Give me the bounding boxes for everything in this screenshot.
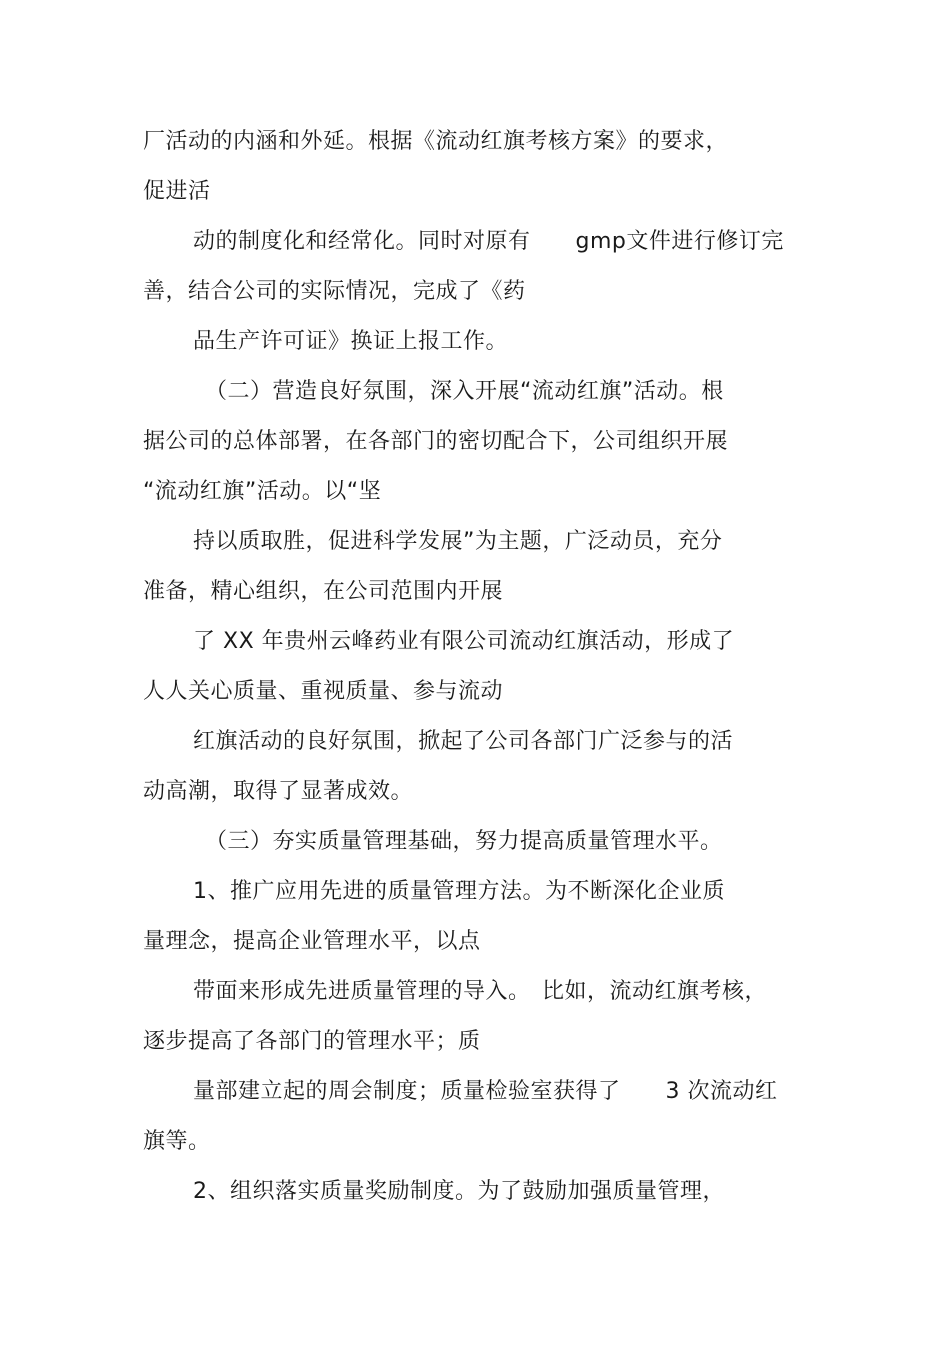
text-line: 持以质取胜，促进科学发展”为主题，广泛动员，充分 bbox=[193, 529, 723, 554]
text-line: 2、组织落实质量奖励制度。为了鼓励加强质量管理， bbox=[193, 1179, 725, 1204]
text-line: 旗等。 bbox=[143, 1129, 211, 1154]
text-line: 善，结合公司的实际情况，完成了《药 bbox=[143, 279, 526, 304]
text-line: 据公司的总体部署，在各部门的密切配合下，公司组织开展 bbox=[143, 429, 729, 454]
text-line: 促进活 bbox=[143, 179, 211, 204]
text-line: 准备，精心组织，在公司范围内开展 bbox=[143, 579, 504, 604]
section-heading: （二）营造良好氛围，深入开展“流动红旗”活动。根 bbox=[205, 379, 724, 404]
text-line: 量理念，提高企业管理水平，以点 bbox=[143, 929, 481, 954]
text-line: 品生产许可证》换证上报工作。 bbox=[193, 329, 509, 354]
text-line: 带面来形成先进质量管理的导入。 比如，流动红旗考核， bbox=[193, 979, 768, 1004]
section-heading: （三）夯实质量管理基础，努力提高质量管理水平。 bbox=[205, 829, 723, 854]
text-line: 厂活动的内涵和外延。根据《流动红旗考核方案》的要求， bbox=[143, 129, 729, 154]
text-line: 动高潮，取得了显著成效。 bbox=[143, 779, 414, 804]
text-line: 动的制度化和经常化。同时对原有 gmp文件进行修订完 bbox=[193, 229, 784, 254]
text-line: 了 XX 年贵州云峰药业有限公司流动红旗活动，形成了 bbox=[193, 629, 735, 654]
text-line: 逐步提高了各部门的管理水平；质 bbox=[143, 1029, 481, 1054]
text-line: 1、推广应用先进的质量管理方法。为不断深化企业质 bbox=[193, 879, 725, 904]
text-line: 量部建立起的周会制度；质量检验室获得了 3 次流动红 bbox=[193, 1079, 778, 1104]
text-line: 人人关心质量、重视质量、参与流动 bbox=[143, 679, 504, 704]
text-line: “流动红旗”活动。以“坚 bbox=[143, 479, 382, 504]
text-line: 红旗活动的良好氛围，掀起了公司各部门广泛参与的活 bbox=[193, 729, 734, 754]
